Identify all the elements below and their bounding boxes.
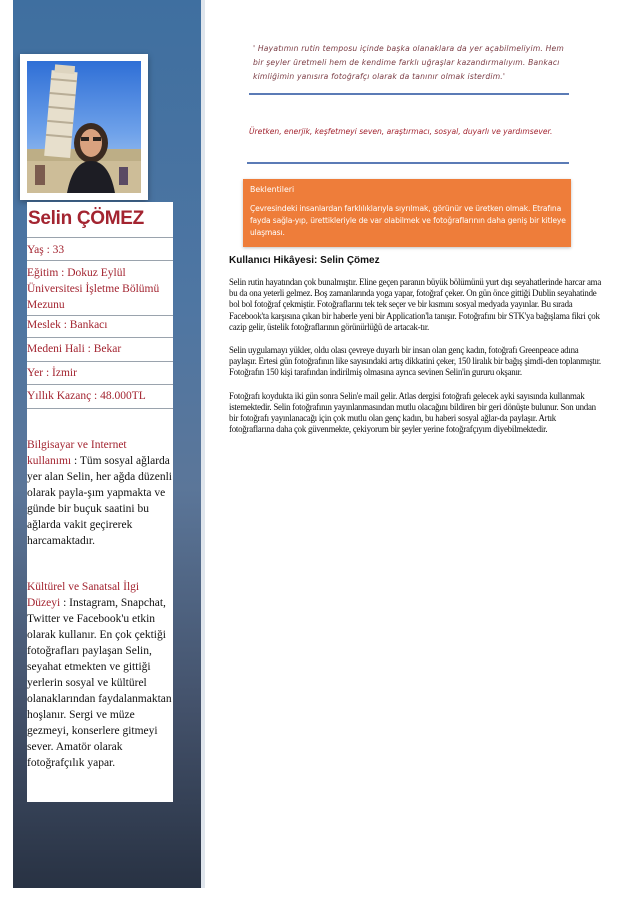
internet-usage-block <box>27 437 173 549</box>
traits-divider <box>247 162 569 164</box>
culture-interest-label: Kültürel ve Sanatsal İlgi Düzeyi <box>27 581 140 609</box>
fact-marital-status: Medeni Hali : Bekar <box>27 343 122 355</box>
culture-interest-block <box>27 579 173 771</box>
name-divider <box>27 237 173 238</box>
story-paragraph: Selin rutin hayatından çok bunalmıştır. Eline geçen paranın büyük bölümünü yurt dışı seyahatlerinde harcar ama bu da ona yeterli gelmez. Boş zamanlarında yoga yapar, fotoğraf çeker. On gün önce gittiği Dublin seyahatinde bol bol fotoğraf çekmiştir. Fotoğraflarını tek tek seçer ve bir kısmını sosyal medyada yayınlar. Bu sırada Facebook'ta karşısına çıkan bir haberle yeni bir Application'la tanışır. Fotoğrafını bir STK'ya bağışlama fikri çok cazip gelir, üstelik fotoğraflarının görünürlüğü de artacak-tır. <box>229 277 602 332</box>
expectations-heading: Beklentileri <box>250 185 295 194</box>
fact-divider <box>27 315 173 316</box>
culture-interest-text: : Instagram, Snapchat, Twitter ve Facebook'u etkin olarak kullanır. En çok çektiği fotoğrafları paylaşan Selin, seyahat etmekten ve gittiği yerlerin sosyal ve kültürel olanaklarından faydalanmaktan hoşlanır. Sergi ve müze gezmeyi, konserlere gitmeyi sever. Amatör olarak fotoğrafçılık yapar. <box>27 597 172 769</box>
profile-name: Selin ÇÖMEZ <box>28 208 144 229</box>
story-paragraph: Fotoğrafı koydukta iki gün sonra Selin'e mail gelir. Atlas dergisi fotoğrafı gelecek ayki sayısında kullanmak istemektedir. Selin fotoğrafının yayınlanmasından mutlu olacağını bildiren bir geri dönüşte bulunur. Son undan bir fotoğrafı yayınlanacağı için çok mutlu olan genç kadın, bu haberi sosyal ağlar-da paylaşır. Artık fotoğraflarına daha çok güvenmekte, çekiyorum bir şeyler yerine fotoğrafçıyım diyebilmektedir. <box>229 390 596 435</box>
persona-traits: Üretken, enerjik, keşfetmeyi seven, araştırmacı, sosyal, duyarlı ve yardımsever. <box>249 127 553 136</box>
internet-usage-text: : Tüm sosyal ağlarda yer alan Selin, her ağda düzenli olarak payla-şım yapmakta ve günde bir buçuk saatini bu ağlarda vakit geçirerek harcamaktadır. <box>27 455 172 547</box>
profile-photo <box>27 61 141 193</box>
fact-age: Yaş : 33 <box>27 244 65 256</box>
quote-divider <box>249 93 569 95</box>
fact-divider <box>27 361 173 362</box>
fact-divider <box>27 337 173 338</box>
fact-education: Eğitim : Dokuz Eylül Üniversitesi İşletme Bölümü Mezunu <box>27 267 160 311</box>
sidebar-edge <box>201 0 205 888</box>
user-story-title: Kullanıcı Hikâyesi: Selin Çömez <box>229 255 380 266</box>
fact-location: Yer : İzmir <box>27 367 77 379</box>
user-story-body <box>229 277 601 447</box>
fact-occupation: Meslek : Bankacı <box>27 319 108 331</box>
story-paragraph: Selin uygulamayı yükler, oldu olası çevreye duyarlı bir insan olan genç kadın, fotoğrafı Greenpeace adına paylaşır. Ertesi gün fotoğrafının like sayısındaki artış dikkatini çeker, 150 liralık bir bağış şimdi-den toplanmıştır. Fotoğrafın 150 kişi tarafından indirilmiş olmasına ayrıca sevinen Selin'in gururu okşanır. <box>229 345 601 378</box>
fact-divider <box>27 384 173 385</box>
internet-usage-label: Bilgisayar ve Internet kullanımı <box>27 439 127 467</box>
fact-income: Yıllık Kazanç : 48.000TL <box>27 390 146 402</box>
profile-photo-frame <box>20 54 148 200</box>
leaning-tower-photo <box>27 61 141 193</box>
fact-divider <box>27 260 173 261</box>
persona-quote: ' Hayatımın rutin temposu içinde başka olanaklara da yer açabilmeliyim. Hem bir şeyler üretmeli hem de kendime farklı uğraşlar kazandırmalıyım. Bankacı kimliğimin yanısıra fotoğrafçı olarak da tanınır olmak isterdim.' <box>253 44 565 81</box>
expectations-text: Çevresindeki insanlardan farklılıklarıyla sıyrılmak, görünür ve üretken olmak. Etrafına fayda sağla-yıp, ürettikleriyle de var olabilmek ve fotoğraflarının daha geniş bir kitleye ulaşması. <box>250 204 566 237</box>
fact-divider <box>27 408 173 409</box>
expectations-box <box>243 179 571 247</box>
